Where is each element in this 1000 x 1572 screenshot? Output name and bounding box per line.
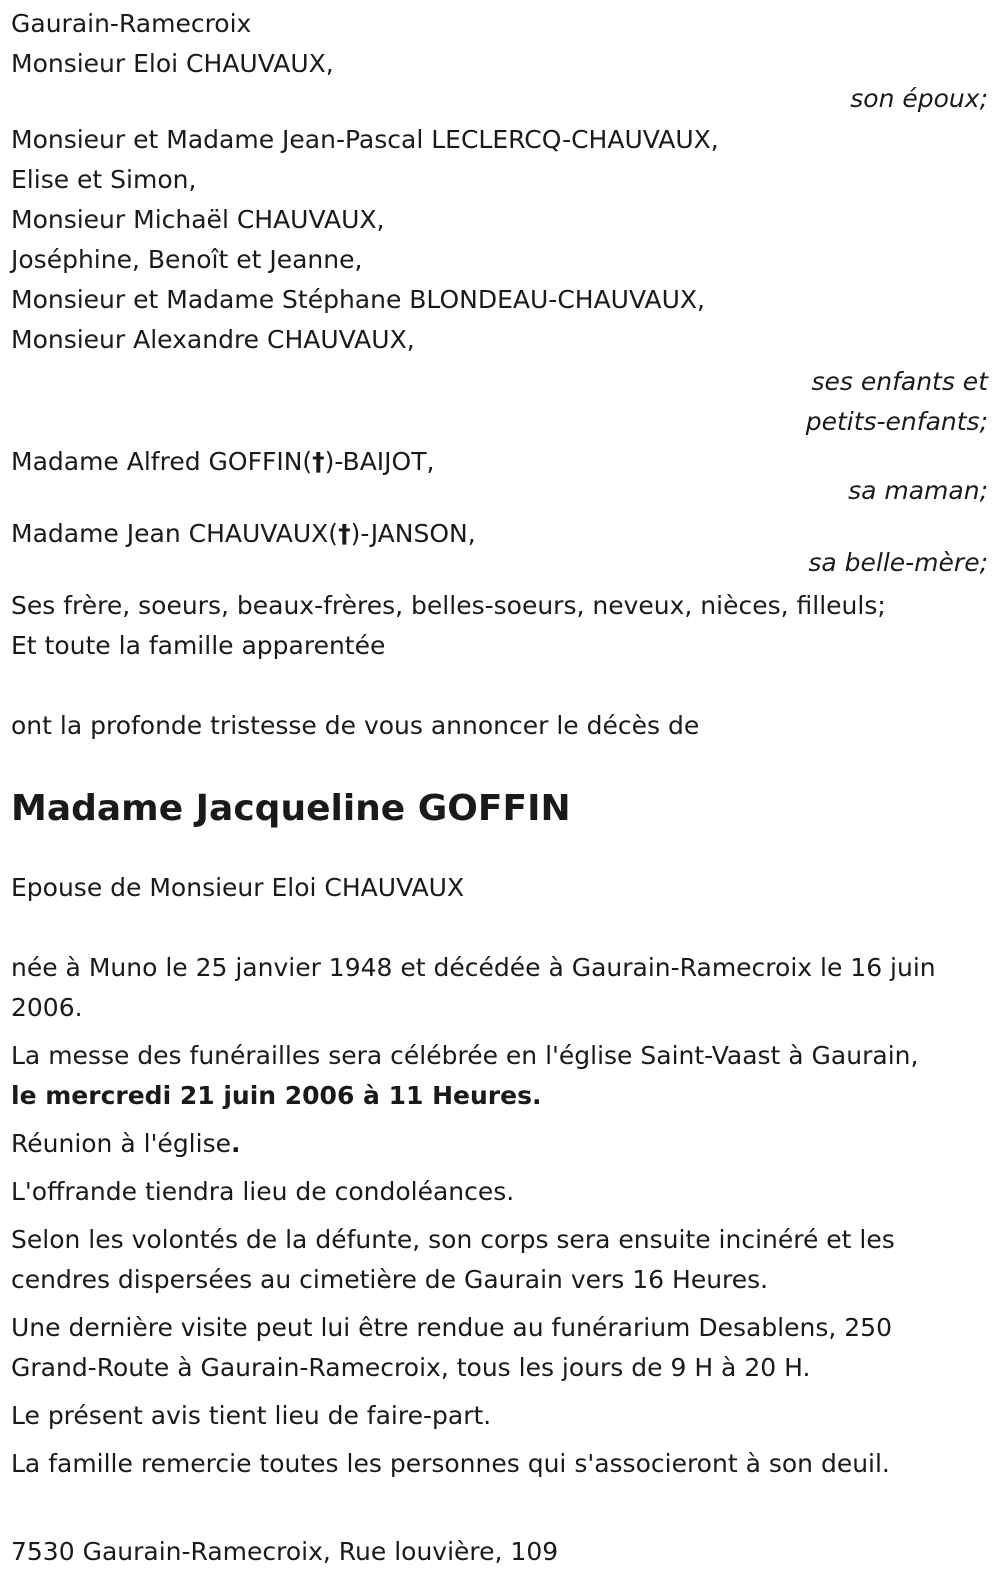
child-line: Monsieur et Madame Jean-Pascal LECLERCQ-CHAUVAUX,: [11, 125, 719, 154]
children-role-1: ses enfants et: [811, 367, 988, 396]
mother-in-law-name-a: Madame Jean CHAUVAUX(: [11, 519, 339, 548]
visit-line: Une dernière visite peut lui être rendue au funérarium Desablens, 250: [11, 1313, 892, 1342]
mother-in-law-name-b: )-JANSON,: [350, 519, 476, 548]
husband-role: son époux;: [850, 84, 988, 113]
funeral-date: le mercredi 21 juin 2006 à 11 Heures.: [11, 1081, 542, 1110]
birth-death-line: née à Muno le 25 janvier 1948 et décédée à Gaurain-Ramecroix le 16 juin: [11, 953, 936, 982]
funeral-paragraph: [11, 1036, 990, 1116]
mother-line: [11, 442, 990, 482]
announcement: ont la profonde tristesse de vous annoncer le décès de: [11, 711, 700, 740]
birth-death-line: 2006.: [11, 993, 83, 1022]
husband-line: Monsieur Eloi CHAUVAUX,: [11, 49, 334, 78]
family-line: Et toute la famille apparentée: [11, 631, 386, 660]
place-line: Gaurain-Ramecroix: [11, 9, 252, 38]
child-line: Elise et Simon,: [11, 165, 197, 194]
child-line: Monsieur Alexandre CHAUVAUX,: [11, 325, 415, 354]
meeting-period: .: [230, 1129, 241, 1158]
thanks-text: La famille remercie toutes les personnes qui s'associeront à son deuil.: [11, 1449, 890, 1478]
spouse-line: Epouse de Monsieur Eloi CHAUVAUX: [11, 873, 465, 902]
address-line: 7530 Gaurain-Ramecroix, Rue louvière, 109: [11, 1537, 559, 1566]
wishes-line: cendres dispersées au cimetière de Gaurain vers 16 Heures.: [11, 1265, 769, 1294]
thanks-paragraph: [11, 1444, 990, 1484]
mother-name-b: )-BAIJOT,: [324, 447, 435, 476]
notice-text: Le présent avis tient lieu de faire-part.: [11, 1401, 492, 1430]
mother-role: sa maman;: [848, 476, 988, 505]
offering-text: L'offrande tiendra lieu de condoléances.: [11, 1177, 515, 1206]
child-line: Joséphine, Benoît et Jeanne,: [11, 245, 363, 274]
siblings-line: Ses frère, soeurs, beaux-frères, belles-soeurs, neveux, nièces, filleuls;: [11, 591, 886, 620]
visit-paragraph: [11, 1308, 990, 1388]
child-line: Monsieur Michaël CHAUVAUX,: [11, 205, 385, 234]
wishes-line: Selon les volontés de la défunte, son corps sera ensuite incinéré et les: [11, 1225, 895, 1254]
child-line: Monsieur et Madame Stéphane BLONDEAU-CHAUVAUX,: [11, 285, 705, 314]
meeting-text: Réunion à l'église: [11, 1129, 231, 1158]
children-role-2: petits-enfants;: [805, 407, 988, 436]
offering-paragraph: [11, 1172, 990, 1212]
wishes-paragraph: [11, 1220, 990, 1300]
funeral-line: La messe des funérailles sera célébrée en l'église Saint-Vaast à Gaurain,: [11, 1041, 919, 1070]
cross-icon: †: [312, 447, 325, 476]
children-list: [11, 120, 990, 360]
visit-line: Grand-Route à Gaurain-Ramecroix, tous les jours de 9 H à 20 H.: [11, 1353, 811, 1382]
mother-name-a: Madame Alfred GOFFIN(: [11, 447, 313, 476]
notice-paragraph: [11, 1396, 990, 1436]
mother-in-law-role: sa belle-mère;: [808, 548, 988, 577]
deceased-name: Madame Jacqueline GOFFIN: [11, 788, 571, 829]
meeting-paragraph: [11, 1124, 990, 1164]
cross-icon: †: [338, 519, 351, 548]
birth-death-paragraph: [11, 948, 990, 1028]
